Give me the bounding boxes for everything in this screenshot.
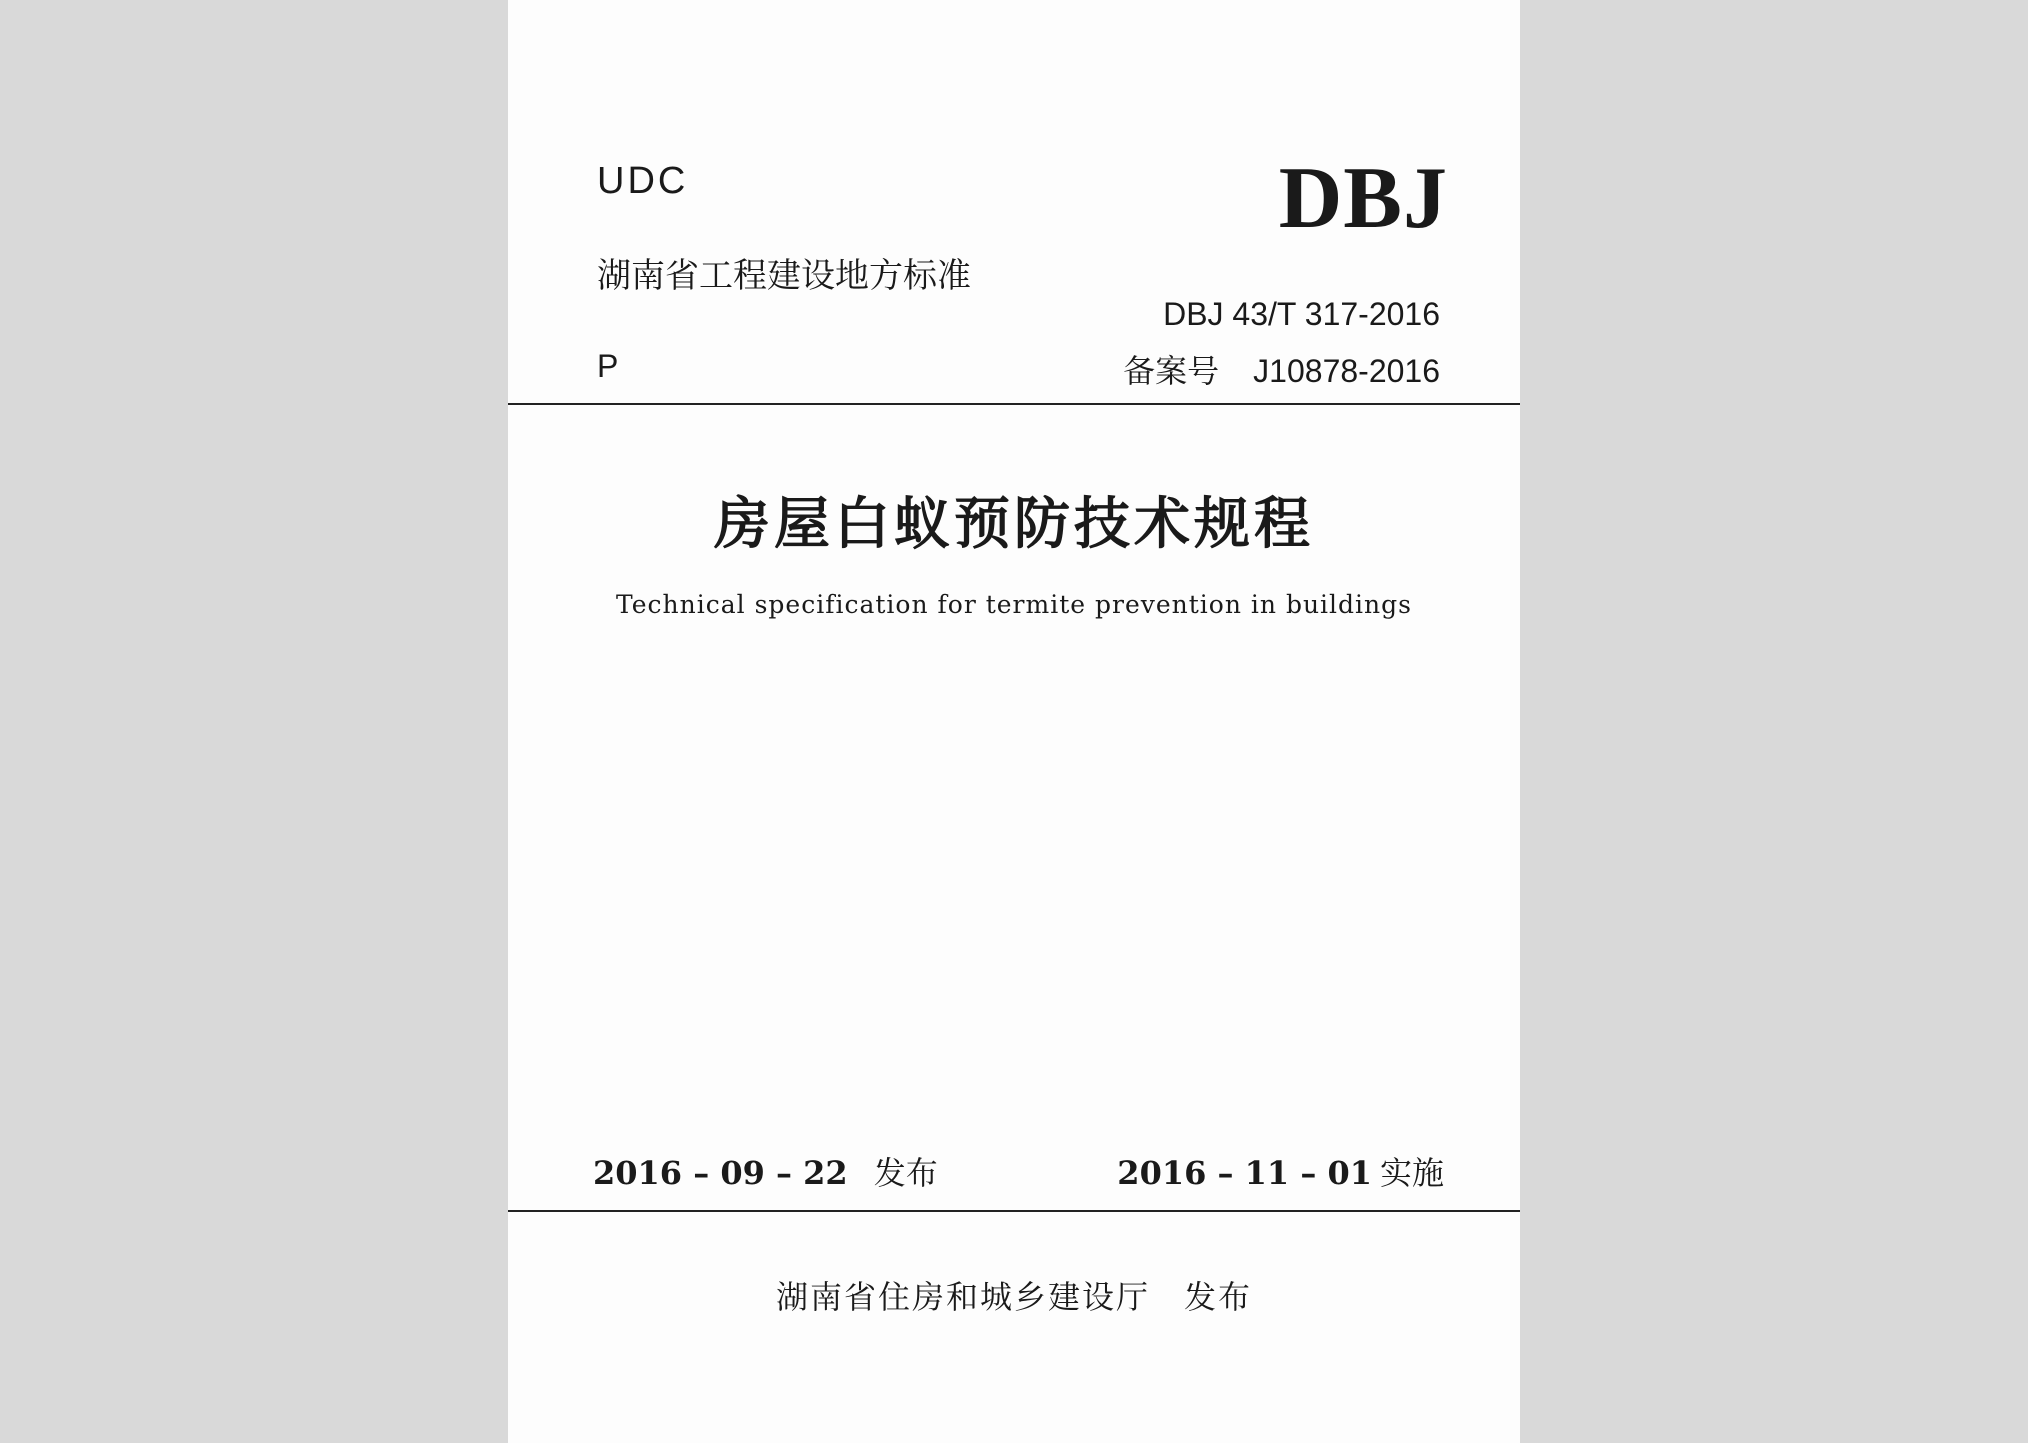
top-divider (508, 403, 1520, 405)
implementation-date: 2016 – 11 – 01 (1117, 1154, 1372, 1192)
title-english: Technical specification for termite prevention in buildings (616, 590, 1412, 619)
publish-label: 发布 (1184, 1279, 1253, 1315)
record-number: J10878-2016 (1253, 353, 1440, 389)
publisher-line (508, 1272, 1520, 1318)
issue-date-line (593, 1148, 938, 1194)
record-number-line (1123, 346, 1440, 392)
record-label: 备案号 (1123, 353, 1220, 389)
dbj-logo: DBJ (1278, 150, 1448, 247)
title-chinese: 房屋白蚁预防技术规程 (714, 491, 1314, 557)
standard-number: DBJ 43/T 317-2016 (1163, 296, 1440, 332)
classification-code: P (597, 348, 619, 384)
bottom-divider (508, 1210, 1520, 1212)
implementation-label: 实施 (1379, 1155, 1444, 1191)
publisher-name: 湖南省住房和城乡建设厅 (775, 1279, 1150, 1315)
standard-type: 湖南省工程建设地方标准 (597, 257, 971, 295)
document-cover (508, 0, 1520, 1443)
implementation-date-line (1117, 1148, 1444, 1194)
udc-label: UDC (597, 160, 689, 202)
issue-date: 2016 – 09 – 22 (593, 1154, 848, 1192)
issue-label: 发布 (873, 1155, 938, 1191)
